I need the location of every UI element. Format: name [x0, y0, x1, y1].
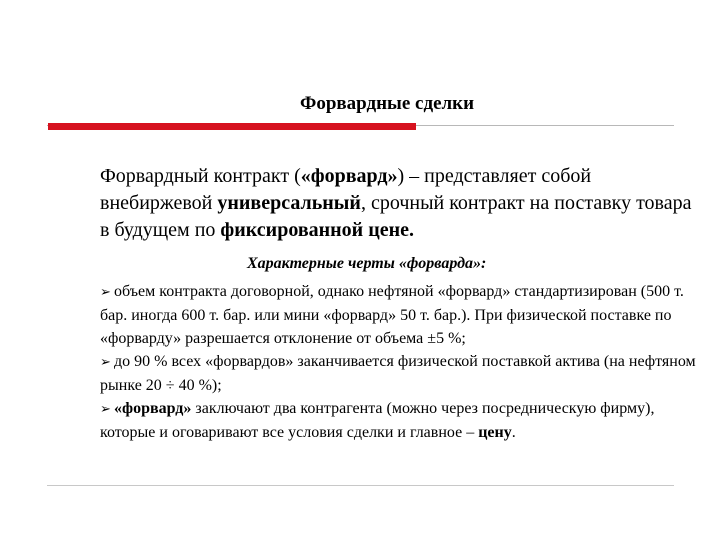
definition-emphasis-fixed-price: фиксированной цене. [220, 219, 415, 241]
features-list [100, 280, 700, 444]
definition-text-3: , срочный контракт на поставку товара в будущем по [100, 192, 692, 241]
arrow-bullet-icon: ➢ [100, 285, 111, 300]
list-item [100, 397, 700, 444]
title-accent-bar [48, 123, 416, 130]
arrow-bullet-icon: ➢ [100, 402, 111, 417]
bottom-divider [47, 485, 674, 486]
features-subheading: Характерные черты «форварда»: [247, 255, 487, 272]
list-item-text: до 90 % всех «форвардов» заканчивается физической поставкой актива (на нефтяном рынке 20 ÷ 40 %); [100, 353, 696, 394]
list-item-text: заключают два контрагента (можно через посредническую фирму), которые и оговаривают все условия сделки и главное – [100, 400, 655, 441]
list-item-term: «форвард» [114, 400, 192, 417]
list-item [100, 280, 700, 350]
list-item-end: . [511, 424, 516, 441]
slide-title: Форвардные сделки [300, 93, 475, 114]
list-item [100, 350, 700, 397]
definition-term: «форвард» [300, 165, 398, 187]
definition-text-1: Форвардный контракт ( [100, 165, 301, 187]
definition-text-2: ) – представляет собой внебиржевой [100, 165, 592, 214]
list-item-emphasis-price: цену [478, 424, 512, 441]
definition-emphasis-universal: универсальный [217, 192, 361, 214]
list-item-text: объем контракта договорной, однако нефтяной «форвард» стандартизирован (500 т. бар. иногда 600 т. бар. или мини «форвард» 50 т. бар.). При физической поставке по «форварду» разрешается отклонение от объема ±5 %; [100, 283, 684, 347]
definition-paragraph [100, 163, 700, 244]
arrow-bullet-icon: ➢ [100, 355, 111, 370]
